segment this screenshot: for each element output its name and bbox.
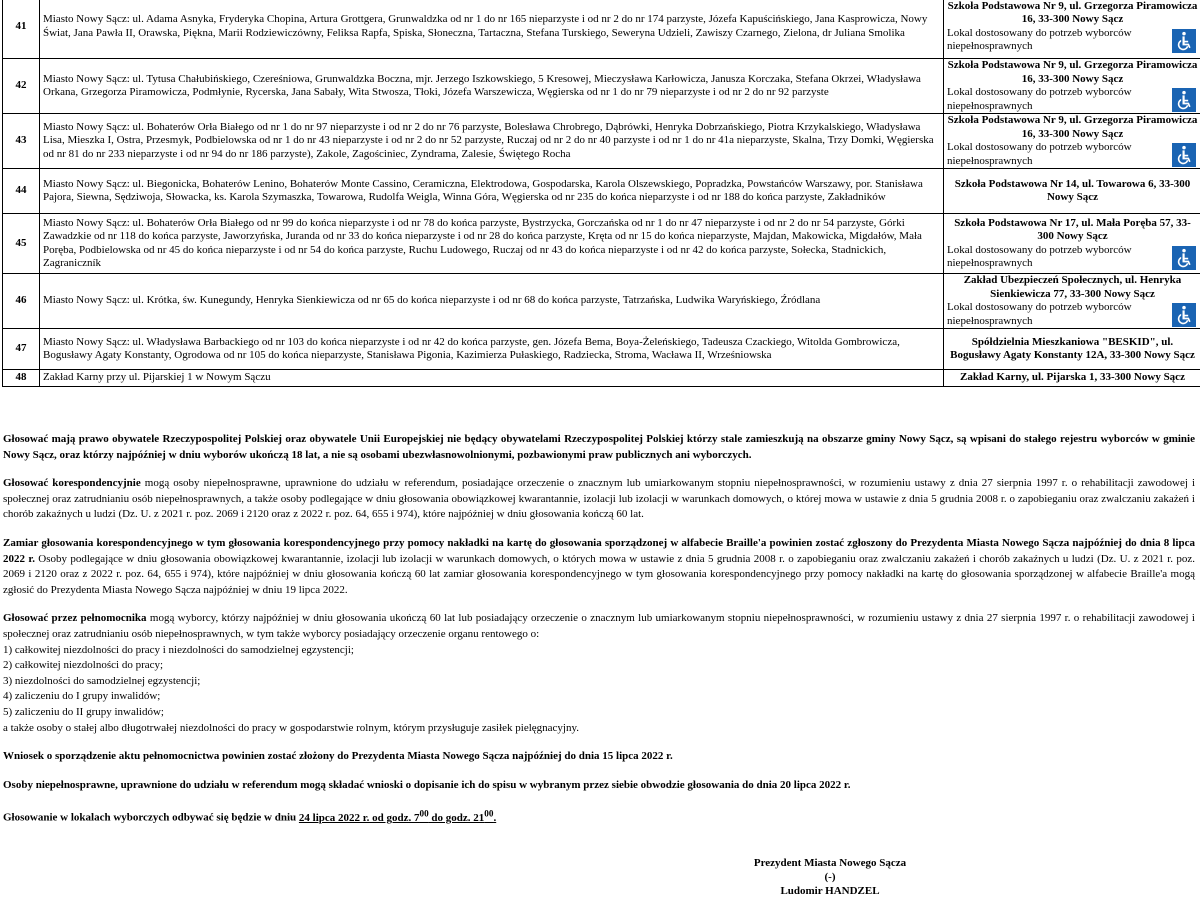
polling-districts-table: [2, 0, 1200, 387]
polling-place: [944, 370, 1200, 387]
proxy-deadline: Wniosek o sporządzenie aktu pełnomocnictwa powinien zostać złożony do Prezydenta Miasta Nowego Sącza najpóźniej do dnia 15 lipca 2022 r.: [3, 750, 673, 763]
signature-mark: (-): [824, 871, 836, 883]
proxy-item: 5) zaliczeniu do II grupy inwalidów;: [3, 705, 164, 718]
accessibility-note: Lokal dostosowany do potrzeb wyborców niepełnosprawnych: [947, 26, 1132, 52]
voting-mid: do godz. 21: [428, 811, 485, 824]
voting-end: .: [493, 811, 497, 824]
district-row: [3, 114, 1200, 169]
accessibility-note: Lokal dostosowany do potrzeb wyborców niepełnosprawnych: [947, 141, 1132, 167]
district-number: 41: [3, 0, 40, 59]
district-number: 46: [3, 274, 40, 329]
proxy-item: 3) niezdolności do samodzielnej egzystencji;: [3, 674, 201, 687]
braille-lead: Zamiar głosowania korespondencyjnego w tym głosowania korespondencyjnego przy pomocy nakładki na kartę do głosowania sporządzonej w alfabecie Braille'a powinien zostać zgłoszony do Prezydenta Miasta Nowego Sącza najpóźniej do dnia 8 lipca 2022 r.: [3, 536, 1195, 565]
voting-from-sup: 00: [419, 808, 429, 819]
proxy-item: 2) całkowitej niezdolności do pracy;: [3, 659, 164, 672]
district-number: 47: [3, 329, 40, 370]
district-row: [3, 370, 1200, 387]
district-row: [3, 274, 1200, 329]
polling-place: [944, 0, 1200, 59]
signature-name: Ludomir HANDZEL: [780, 885, 880, 897]
postal-body: mogą osoby niepełnosprawne, uprawnione do udziału w referendum, posiadające orzeczenie o znacznym lub umiarkowanym stopniu niepełnosprawności, w rozumieniu ustawy z dnia 27 sierpnia 1997 r. o rehabilitacji zawodowej i społecznej oraz zatrudnianiu osób niepełnosprawnych, a także osoby podlegające w dniu głosowania obowiązkowej kwarantannie, izolacji lub izolacji w warunkach domowych, o której mowa w ustawie z dnia 5 grudnia 2008 r. o zapobieganiu oraz zwalczaniu zakażeń i chorób zakaźnych u ludzi (Dz. U. z 2021 r. poz. 2069 i 2120 oraz z 2022 r. poz. 64, 655 i 974), które najpóźniej w dniu głosowania kończą 60 lat.: [3, 477, 1195, 521]
proxy-lead: Głosować przez pełnomocnika: [3, 612, 147, 625]
proxy-body: mogą wyborcy, którzy najpóźniej w dniu głosowania ukończą 60 lat lub posiadający orzeczenie o znacznym lub umiarkowanym stopniu niepełnosprawności, w rozumieniu ustawy z dnia 27 sierpnia 1997 r. o rehabilitacji zawodowej i społecznej oraz zatrudnianiu osób niepełnosprawnych, w tym także wyborcy posiadający orzeczenie organu rentowego o:: [3, 612, 1195, 640]
district-row: [3, 214, 1200, 274]
postal-paragraph: [3, 476, 1195, 523]
proxy-item: 4) zaliczeniu do I grupy inwalidów;: [3, 690, 161, 703]
wheelchair-icon-glyph: [1174, 145, 1194, 165]
district-area: Zakład Karny przy ul. Pijarskiej 1 w Nowym Sączu: [40, 370, 944, 387]
voting-date: 24 lipca 2022 r. od godz. 7: [298, 811, 420, 824]
wheelchair-icon: [1172, 246, 1196, 270]
district-area: Miasto Nowy Sącz: ul. Biegonicka, Bohaterów Lenino, Bohaterów Monte Cassino, Ceramiczna, Elektrodowa, Gospodarska, Karola Olszewskiego, Popradzka, Powstańców Warszawy, por. Stanisława Pajora, Siewna, Sędziwoja, Słowacka, ks. Karola Szymaszka, Towarowa, Rudolfa Weigla, Winna Góra, Węgierska od nr 235 do końca nieparzyste i od nr 188 do końca parzyste, Zakładników: [40, 169, 944, 214]
accessibility-note: Lokal dostosowany do potrzeb wyborców niepełnosprawnych: [947, 243, 1132, 269]
voting-hours-paragraph: [3, 806, 1195, 826]
polling-place: [944, 59, 1200, 114]
district-row: [3, 59, 1200, 114]
polling-place: [944, 114, 1200, 169]
district-area: Miasto Nowy Sącz: ul. Adama Asnyka, Fryderyka Chopina, Artura Grottgera, Grunwaldzka od nr 1 do nr 165 nieparzyste i od nr 2 do nr 174 parzyste, Józefa Kapuścińskiego, Jana Kasprowicza, Nowy Świat, Jana Pawła II, Orawska, Piękna, Marii Rodziewiczówny, Feliksa Rapfa, Spiska, Słoneczna, Tartaczna, Stefana Turskiego, Seweryna Udzieli, Zawiszy Czarnego, Zielona, dr Juliana Smolika: [40, 0, 944, 59]
district-row: [3, 169, 1200, 214]
proxy-paragraph: [3, 611, 1195, 642]
polling-place: [944, 274, 1200, 329]
polling-place-name: Zakład Karny, ul. Pijarska 1, 33-300 Nowy Sącz: [960, 371, 1185, 384]
accessibility-note: Lokal dostosowany do potrzeb wyborców niepełnosprawnych: [947, 301, 1132, 327]
district-area: Miasto Nowy Sącz: ul. Bohaterów Orła Białego od nr 99 do końca nieparzyste i od nr 78 do końca parzyste, Bystrzycka, Gorczańska od nr 1 do nr 47 nieparzyste i od nr 2 do nr 54 parzyste, Górki Zawadzkie od nr 118 do końca parzyste, Jaworzyńska, Juranda od nr 33 do końca nieparzyste i od nr 28 do końca parzyste, Kręta od nr 15 do końca nieparzyste, Majdan, Makowicka, Migdałów, Mała Poręba, Podbielowska od nr 45 do końca nieparzyste i od nr 54 do końca parzyste, Ruchu Ludowego, Ruczaj od nr 43 do końca nieparzyste i od nr 42 do końca parzyste, Sołecka, Stadnickich, Zagraniczník: [40, 214, 944, 274]
notice-body: [3, 432, 1195, 827]
wheelchair-icon: [1172, 303, 1196, 327]
district-area: Miasto Nowy Sącz: ul. Krótka, św. Kunegundy, Henryka Sienkiewicza od nr 65 do końca nieparzyste i od nr 68 do końca parzyste, Tatrzańska, Ludwika Waryńskiego, Źródlana: [40, 274, 944, 329]
district-row: [3, 329, 1200, 370]
district-number: 44: [3, 169, 40, 214]
wheelchair-icon-glyph: [1174, 248, 1194, 268]
signature-title: Prezydent Miasta Nowego Sącza: [753, 857, 907, 869]
polling-place-name: Szkoła Podstawowa Nr 17, ul. Mała Poręba 57, 33-300 Nowy Sącz: [954, 216, 1191, 242]
polling-place-name: Szkoła Podstawowa Nr 9, ul. Grzegorza Piramowicza 16, 33-300 Nowy Sącz: [947, 114, 1198, 140]
wheelchair-icon-glyph: [1174, 31, 1194, 51]
signature-block: [700, 856, 960, 898]
proxy-tail: a także osoby o stałej albo długotrwałej niezdolności do pracy w gospodarstwie rolnym, którym przysługuje zasiłek pielęgnacyjny.: [3, 721, 580, 734]
voting-to-sup: 00: [484, 808, 494, 819]
braille-body: Osoby podlegające w dniu głosowania obowiązkowej kwarantannie, izolacji lub izolacji w warunkach domowych, o których mowa w ustawie z dnia 5 grudnia 2008 r. o zapobieganiu oraz zwalczaniu zakażeń i chorób zakaźnych u ludzi (Dz. U. z 2021 r. poz. 2069 i 2120 oraz z 2022 r. poz. 64, 655 i 974), które najpóźniej w dniu głosowania kończą 60 lat zamiar głosowania korespondencyjnego w tym głosowania korespondencyjnego przy pomocy nakładki na kartę do głosowania sporządzonej w alfabecie Braille'a mogą zgłosić do Prezydenta Miasta Nowego Sącza najpóźniej w dniu 19 lipca 2022.: [3, 552, 1196, 596]
polling-place-name: Szkoła Podstawowa Nr 14, ul. Towarowa 6, 33-300 Nowy Sącz: [954, 177, 1191, 203]
district-number: 45: [3, 214, 40, 274]
eligibility-paragraph: Głosować mają prawo obywatele Rzeczypospolitej Polskiej oraz obywatele Unii Europejskiej nie będący obywatelami Rzeczypospolitej Polskiej którzy stale zamieszkują na obszarze gminy Nowy Sącz, są wpisani do stałego rejestru wyborców w gminie Nowy Sącz, oraz którzy najpóźniej w dniu wyborów ukończą 18 lat, a nie są osobami ubezwłasnowolnionymi, pozbawionymi praw publicznych ani wyborczych.: [3, 433, 1195, 461]
polling-place-name: Szkoła Podstawowa Nr 9, ul. Grzegorza Piramowicza 16, 33-300 Nowy Sącz: [947, 0, 1198, 25]
wheelchair-icon: [1172, 88, 1196, 112]
polling-place: [944, 329, 1200, 370]
district-area: Miasto Nowy Sącz: ul. Bohaterów Orła Białego od nr 1 do nr 97 nieparzyste i od nr 2 do nr 76 parzyste, Bolesława Chrobrego, Dąbrówki, Henryka Dobrzańskiego, Piotra Krzykalskiego, Władysława Lisa, Mieszka I, Ostra, Przesmyk, Podbielowska od nr 1 do nr 43 nieparzyste i od nr 2 do nr 52 parzyste, Ruczaj od nr 2 do nr 40 parzyste i od nr 1 do nr 41a nieparzyste, Skalna, Trzy Domki, Węgierska od nr 81 do nr 233 nieparzyste i od nr 94 do nr 186 parzyste), Zakole, Zagościniec, Zyndrama, Zalesie, Świętego Rocha: [40, 114, 944, 169]
proxy-item: 1) całkowitej niezdolności do pracy i niezdolności do samodzielnej egzystencji;: [3, 643, 354, 656]
district-number: 48: [3, 370, 40, 387]
polling-place: [944, 169, 1200, 214]
wheelchair-icon: [1172, 29, 1196, 53]
voting-prefix: Głosowanie w lokalach wyborczych odbywać się będzie w dniu: [3, 811, 299, 824]
polling-place: [944, 214, 1200, 274]
district-area: Miasto Nowy Sącz: ul. Tytusa Chałubińskiego, Czereśniowa, Grunwaldzka Boczna, mjr. Jerzego Iszkowskiego, 5 Kresowej, Mieczysława Karłowicza, Janusza Korczaka, Stefana Okrzei, Władysława Orkana, Grzegorza Piramowicza, Podmłynie, Rycerska, Jana Sabały, Wita Stwosza, Tłoki, Józefa Warszewicza, Węgierska od nr 1 do nr 79 nieparzyste i od nr 2 do nr 92 parzyste: [40, 59, 944, 114]
postal-lead: Głosować korespondencyjnie: [3, 477, 141, 490]
disabled-registry-paragraph: Osoby niepełnosprawne, uprawnione do udziału w referendum mogą składać wnioski o dopisanie ich do spisu w wybranym przez siebie obwodzie głosowania do dnia 20 lipca 2022 r.: [3, 778, 851, 791]
polling-place-name: Zakład Ubezpieczeń Społecznych, ul. Henryka Sienkiewicza 77, 33-300 Nowy Sącz: [963, 274, 1182, 300]
braille-paragraph: [3, 536, 1195, 598]
district-row: [3, 0, 1200, 59]
district-number: 43: [3, 114, 40, 169]
polling-place-name: Szkoła Podstawowa Nr 9, ul. Grzegorza Piramowicza 16, 33-300 Nowy Sącz: [947, 59, 1198, 85]
wheelchair-icon-glyph: [1174, 305, 1194, 325]
polling-place-name: Spółdzielnia Mieszkaniowa "BESKID", ul. Bogusławy Agaty Konstanty 12A, 33-300 Nowy Sącz: [950, 335, 1195, 361]
accessibility-note: Lokal dostosowany do potrzeb wyborców niepełnosprawnych: [947, 86, 1132, 112]
wheelchair-icon-glyph: [1174, 90, 1194, 110]
district-area: Miasto Nowy Sącz: ul. Władysława Barbackiego od nr 103 do końca nieparzyste i od nr 42 do końca parzyste, gen. Józefa Bema, Boya-Żeleńskiego, Tadeusza Czackiego, Witolda Gombrowicza, Bogusławy Agaty Konstanty, Ogrodowa od nr 105 do końca nieparzyste, Stanisława Pigonia, Kazimierza Pułaskiego, Radziecka, Stroma, Wacława II, Wrześniowska: [40, 329, 944, 370]
wheelchair-icon: [1172, 143, 1196, 167]
district-number: 42: [3, 59, 40, 114]
